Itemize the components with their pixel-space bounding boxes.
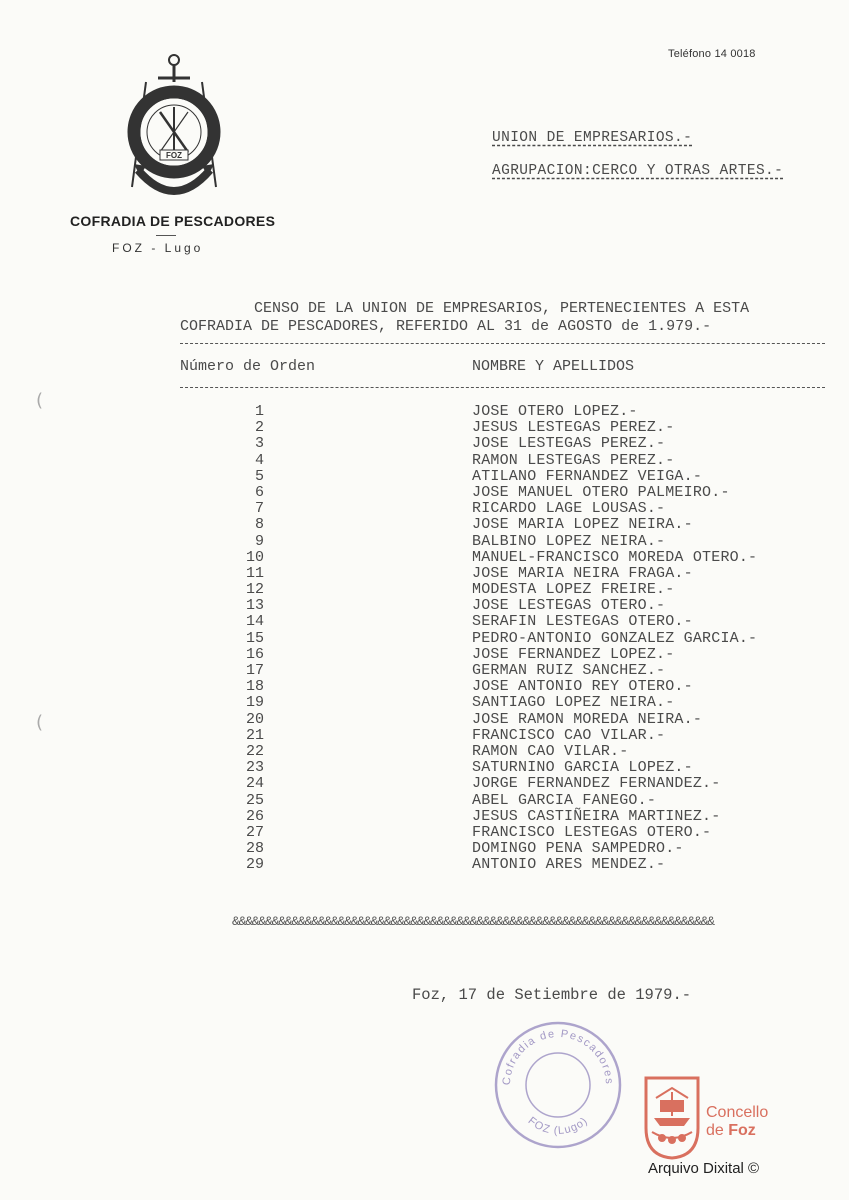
census-row-name: ANTONIO ARES MENDEZ.-: [472, 856, 666, 874]
census-row-number: 19: [245, 694, 264, 712]
census-row-number: 12: [245, 581, 264, 599]
census-row-name: JESUS LESTEGAS PEREZ.-: [472, 419, 675, 437]
census-title-line-2: COFRADIA DE PESCADORES, REFERIDO AL 31 de AGOSTO de 1.979.-: [180, 318, 712, 335]
ornament-divider: &&&&&&&&&&&&&&&&&&&&&&&&&&&&&&&&&&&&&&&&&&&&&&&&&&&&&&&&&&&&&&&&&&&&&&&&&: [232, 914, 714, 929]
census-row-number: 11: [245, 564, 264, 582]
concello-foz-logo-icon: [640, 1070, 704, 1160]
census-row-name: JOSE ANTONIO REY OTERO.-: [472, 678, 693, 696]
census-row-name: RAMON LESTEGAS PEREZ.-: [472, 451, 675, 469]
census-row-number: 4: [254, 451, 264, 469]
census-list: [180, 404, 820, 873]
svg-text:FOZ (Lugo): FOZ (Lugo): [525, 1114, 591, 1138]
census-row-number: 10: [245, 548, 264, 566]
census-row-name: FRANCISCO LESTEGAS OTERO.-: [472, 823, 712, 841]
census-row: [180, 776, 820, 792]
census-row: [180, 550, 820, 566]
census-row: [180, 404, 820, 420]
census-row-name: SERAFIN LESTEGAS OTERO.-: [472, 613, 693, 631]
census-row-number: 27: [245, 823, 264, 841]
census-row: [180, 679, 820, 695]
census-row-name: JOSE LESTEGAS OTERO.-: [472, 597, 666, 615]
census-row-number: 2: [254, 419, 264, 437]
census-row-name: JORGE FERNANDEZ FERNANDEZ.-: [472, 775, 721, 793]
column-header-orden: Número de Orden: [180, 358, 316, 375]
concello-foz-label: [706, 1122, 756, 1140]
punch-hole-mark: (: [36, 712, 44, 733]
title-divider: [156, 235, 176, 236]
census-row-number: 6: [254, 483, 264, 501]
concello-foz-bold: Foz: [728, 1122, 756, 1139]
census-row: [180, 744, 820, 760]
census-row: [180, 663, 820, 679]
cofradia-title: COFRADIA DE PESCADORES: [70, 213, 276, 229]
census-row-name: JOSE MARIA LOPEZ NEIRA.-: [472, 516, 693, 534]
census-row-name: PEDRO-ANTONIO GONZALEZ GARCIA.-: [472, 629, 758, 647]
census-row-number: 17: [245, 662, 264, 679]
census-row: [180, 695, 820, 711]
census-row-name: GERMAN RUIZ SANCHEZ.-: [472, 662, 666, 679]
union-heading: UNION DE EMPRESARIOS.-: [492, 130, 693, 146]
census-row: [180, 469, 820, 485]
census-row: [180, 420, 820, 436]
census-row-name: JOSE FERNANDEZ LOPEZ.-: [472, 645, 675, 663]
census-row: [180, 728, 820, 744]
census-row-name: MANUEL-FRANCISCO MOREDA OTERO.-: [472, 548, 758, 566]
census-row-name: JOSE MANUEL OTERO PALMEIRO.-: [472, 483, 730, 501]
agrupacion-heading: AGRUPACION:CERCO Y OTRAS ARTES.-: [492, 163, 784, 179]
census-row: [180, 598, 820, 614]
census-row-name: ABEL GARCIA FANEGO.-: [472, 791, 657, 809]
census-row: [180, 793, 820, 809]
census-row-name: RICARDO LAGE LOUSAS.-: [472, 500, 666, 518]
census-row-name: MODESTA LOPEZ FREIRE.-: [472, 581, 675, 599]
dashed-divider-bottom: [180, 387, 825, 388]
census-row-number: 1: [254, 403, 264, 420]
census-row: [180, 841, 820, 857]
census-row: [180, 614, 820, 630]
census-row-number: 29: [245, 856, 264, 874]
svg-text:Cofradia de Pescadores: Cofradia de Pescadores: [500, 1027, 616, 1086]
census-row-name: RAMON CAO VILAR.-: [472, 742, 629, 760]
census-row-number: 24: [245, 775, 264, 793]
census-row-name: BALBINO LOPEZ NEIRA.-: [472, 532, 666, 550]
census-row: [180, 485, 820, 501]
punch-hole-mark: (: [36, 390, 44, 411]
census-row: [180, 436, 820, 452]
census-row-name: JOSE LESTEGAS PEREZ.-: [472, 435, 666, 453]
cofradia-place: FOZ - Lugo: [112, 241, 204, 255]
census-row-name: ATILANO FERNANDEZ VEIGA.-: [472, 467, 703, 485]
census-row-number: 15: [245, 629, 264, 647]
census-row-number: 23: [245, 759, 264, 777]
census-row: [180, 501, 820, 517]
census-row: [180, 760, 820, 776]
date-line: Foz, 17 de Setiembre de 1979.-: [412, 986, 692, 1004]
census-row-name: DOMINGO PENA SAMPEDRO.-: [472, 840, 684, 858]
census-row-number: 21: [245, 726, 264, 744]
census-row-number: 8: [254, 516, 264, 534]
census-row-name: JESUS CASTIÑEIRA MARTINEZ.-: [472, 807, 721, 825]
census-row-number: 7: [254, 500, 264, 518]
census-row-number: 28: [245, 840, 264, 858]
census-row-number: 26: [245, 807, 264, 825]
census-row: [180, 631, 820, 647]
census-row-number: 16: [245, 645, 264, 663]
column-header-nombre: NOMBRE Y APELLIDOS: [472, 358, 635, 375]
census-row: [180, 582, 820, 598]
svg-text:FOZ: FOZ: [166, 151, 182, 160]
census-row: [180, 857, 820, 873]
census-row: [180, 809, 820, 825]
census-title-line-1: CENSO DE LA UNION DE EMPRESARIOS, PERTENECIENTES A ESTA: [254, 300, 750, 317]
dashed-divider-top: [180, 343, 825, 344]
census-row: [180, 566, 820, 582]
census-row-number: 18: [245, 678, 264, 696]
concello-label: Concello: [706, 1104, 769, 1121]
census-row-number: 20: [245, 710, 264, 728]
census-row: [180, 712, 820, 728]
census-row-name: SATURNINO GARCIA LOPEZ.-: [472, 759, 693, 777]
concello-prefix: de: [706, 1122, 729, 1139]
census-row: [180, 647, 820, 663]
census-row-name: JOSE MARIA NEIRA FRAGA.-: [472, 564, 693, 582]
census-row-number: 25: [245, 791, 264, 809]
census-row-number: 14: [245, 613, 264, 631]
arquivo-dixital-credit: Arquivo Dixital ©: [648, 1160, 760, 1177]
telephone-number: Teléfono 14 0018: [668, 48, 756, 60]
census-row: [180, 517, 820, 533]
census-row-number: 22: [245, 742, 264, 760]
census-row: [180, 825, 820, 841]
cofradia-anchor-logo-icon: [124, 52, 224, 200]
census-row: [180, 453, 820, 469]
census-row-name: JOSE OTERO LOPEZ.-: [472, 403, 638, 420]
census-row-name: FRANCISCO CAO VILAR.-: [472, 726, 666, 744]
census-row-number: 9: [254, 532, 264, 550]
census-row-name: JOSE RAMON MOREDA NEIRA.-: [472, 710, 703, 728]
census-row-number: 13: [245, 597, 264, 615]
cofradia-stamp-icon: [488, 1015, 628, 1155]
census-row-number: 3: [254, 435, 264, 453]
census-row: [180, 534, 820, 550]
census-row-name: SANTIAGO LOPEZ NEIRA.-: [472, 694, 675, 712]
census-row-number: 5: [254, 467, 264, 485]
